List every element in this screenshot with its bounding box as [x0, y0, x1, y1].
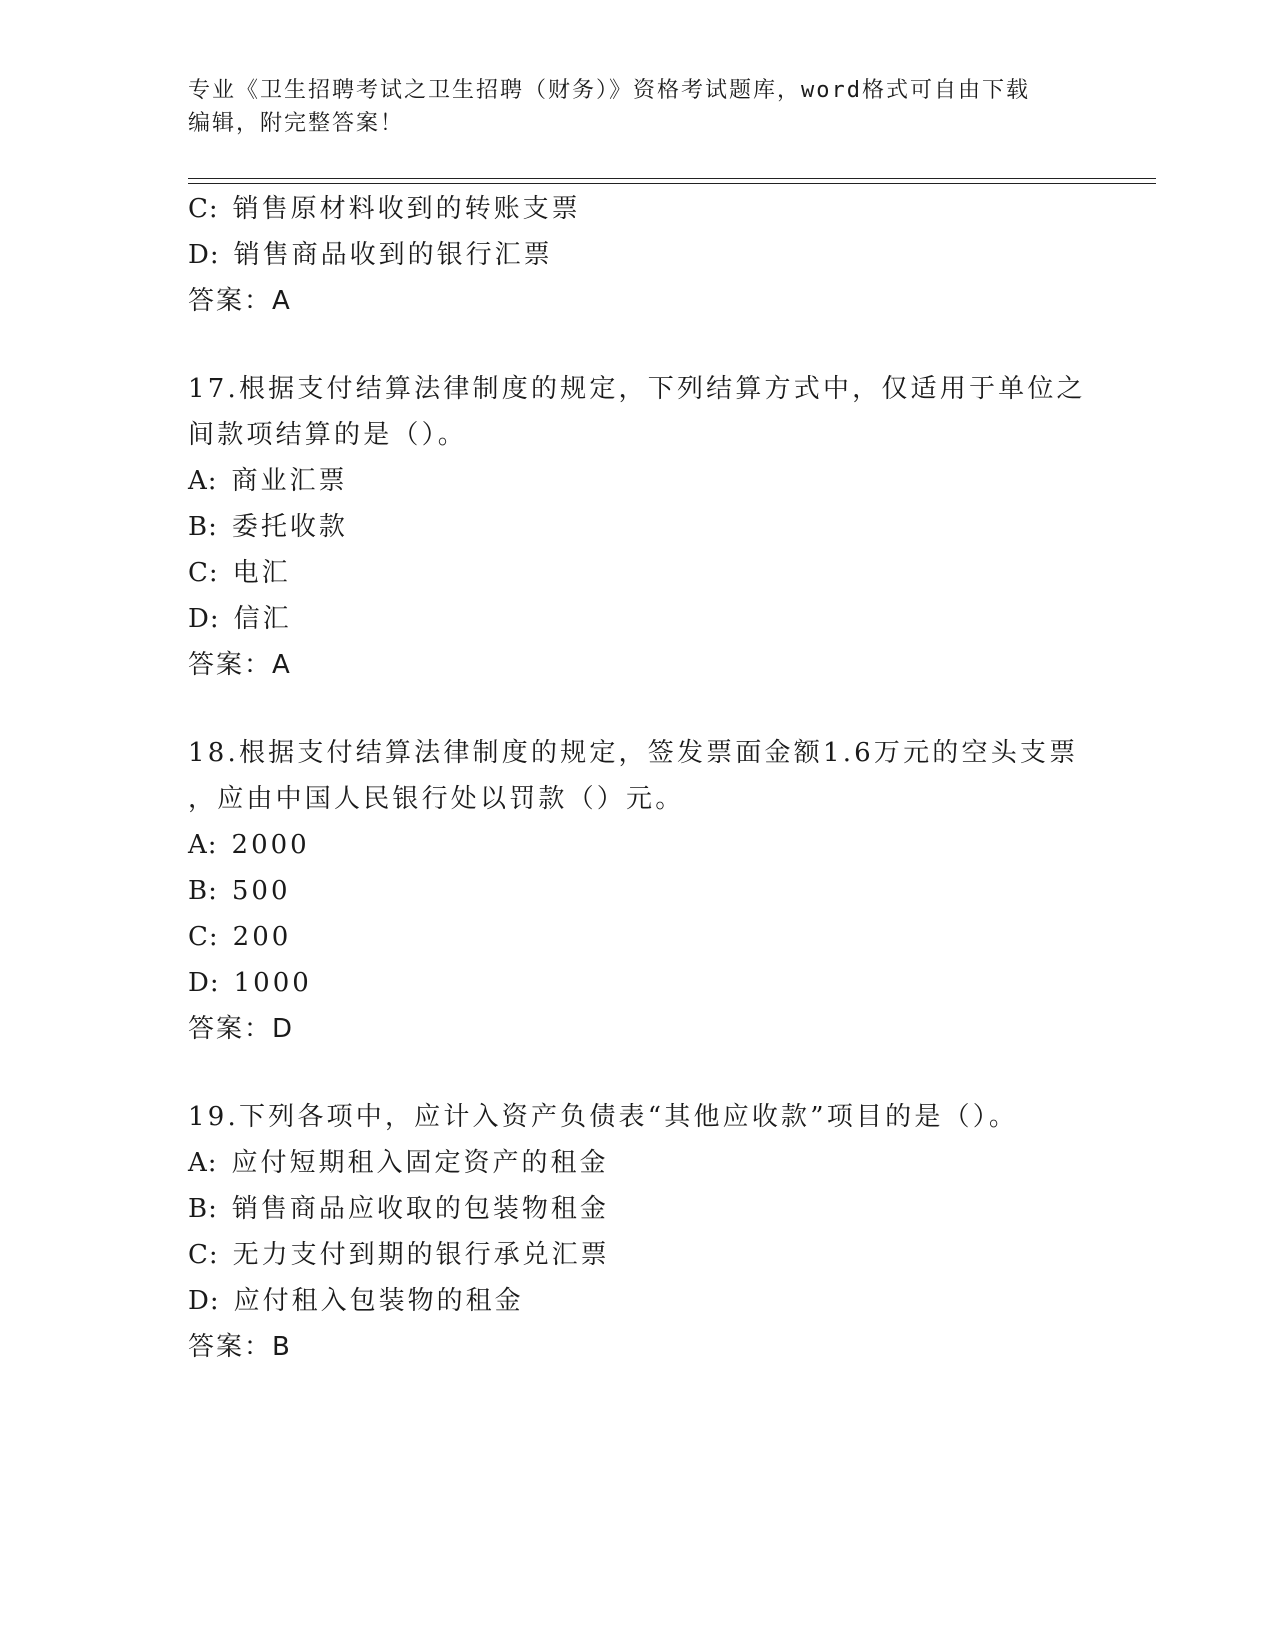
question-stem-line: 17.根据支付结算法律制度的规定，下列结算方式中，仅适用于单位之 — [188, 374, 1086, 404]
answer-line: 答案：D — [188, 1014, 295, 1044]
header-line-2: 编辑，附完整答案！ — [188, 111, 405, 136]
option-text: 电汇 — [232, 558, 291, 588]
option-key: C: — [188, 1240, 219, 1270]
option-key: B: — [188, 1194, 218, 1224]
option-b — [188, 1186, 1088, 1232]
option-key: C: — [188, 922, 219, 952]
option-text: 应付租入包装物的租金 — [233, 1286, 524, 1316]
option-key: B: — [188, 512, 218, 542]
option-key: D: — [188, 604, 220, 634]
question-stem-line: 18.根据支付结算法律制度的规定，签发票面金额1.6万元的空头支票 — [188, 738, 1079, 768]
answer-line: 答案：A — [188, 650, 292, 680]
option-text: 应付短期租入固定资产的租金 — [231, 1148, 609, 1178]
option-c — [188, 1232, 1088, 1278]
option-b — [188, 868, 1088, 914]
option-key: B: — [188, 876, 218, 906]
option-c — [188, 914, 1088, 960]
header-divider-top — [188, 178, 1156, 179]
previous-question-tail — [188, 186, 1088, 324]
option-key: A: — [188, 466, 218, 496]
option-text: 销售原材料收到的转账支票 — [232, 194, 581, 224]
option-text: 销售商品收到的银行汇票 — [233, 240, 553, 270]
question-17 — [188, 366, 1088, 688]
question-stem-line: 间款项结算的是（）。 — [188, 420, 468, 450]
question-19 — [188, 1094, 1088, 1370]
option-key: C: — [188, 194, 219, 224]
question-stem-line: ，应由中国人民银行处以罚款（）元。 — [188, 784, 685, 814]
question-stem-line: 19.下列各项中，应计入资产负债表“其他应收款”项目的是（）。 — [188, 1102, 1019, 1132]
option-text: 无力支付到期的银行承兑汇票 — [232, 1240, 610, 1270]
option-c — [188, 550, 1088, 596]
question-list — [188, 186, 1088, 1370]
option-text: 委托收款 — [231, 512, 348, 542]
option-a — [188, 822, 1088, 868]
option-c — [188, 186, 1088, 232]
header-line-1: 专业《卫生招聘考试之卫生招聘（财务）》资格考试题库，word格式可自由下载 — [188, 78, 1030, 103]
option-text: 2000 — [231, 830, 310, 860]
option-text: 500 — [231, 876, 291, 906]
option-a — [188, 458, 1088, 504]
option-key: A: — [188, 1148, 218, 1178]
answer-line: 答案：A — [188, 286, 292, 316]
option-text: 200 — [232, 922, 292, 952]
option-key: C: — [188, 558, 219, 588]
option-text: 1000 — [233, 968, 312, 998]
option-key: D: — [188, 968, 220, 998]
document-header — [188, 74, 1068, 140]
question-18 — [188, 730, 1088, 1052]
option-b — [188, 504, 1088, 550]
option-text: 信汇 — [233, 604, 292, 634]
option-text: 销售商品应收取的包装物租金 — [231, 1194, 609, 1224]
option-d — [188, 960, 1088, 1006]
option-a — [188, 1140, 1088, 1186]
option-text: 商业汇票 — [231, 466, 348, 496]
option-d — [188, 596, 1088, 642]
option-key: D: — [188, 240, 220, 270]
option-d — [188, 232, 1088, 278]
header-divider-bottom — [188, 183, 1156, 184]
answer-line: 答案：B — [188, 1332, 292, 1362]
option-key: A: — [188, 830, 218, 860]
option-key: D: — [188, 1286, 220, 1316]
option-d — [188, 1278, 1088, 1324]
